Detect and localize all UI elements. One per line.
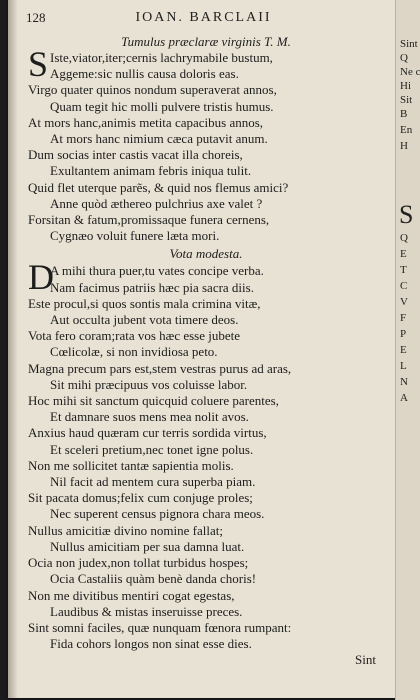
poem-line: Cygnæo voluit funere læta mori. [50,228,220,244]
poem-line: Sit pacata domus;felix cum conjuge proles; [28,490,253,506]
page-header [26,10,381,28]
facing-fragment: T [400,264,407,276]
poem-line: Virgo quater quinos nondum superaverat annos, [28,82,277,98]
poem-line: Hoc mihi sit sanctum quicquid coluere parentes, [28,393,279,409]
facing-fragment: Hi [400,80,411,92]
facing-fragment: E [400,344,407,356]
poem-line: Nil facit ad mentem cura superba piam. [50,474,256,490]
facing-fragment: L [400,360,407,372]
facing-page-edge [395,0,420,700]
facing-fragment: N [400,376,408,388]
poem-line: Forsitan & fatum,promissaque funera cernens, [28,212,270,228]
drop-cap: S [28,44,49,84]
poem-line: Fida cohors longos non sinat esse dies. [50,636,252,652]
facing-fragment: B [400,108,408,120]
drop-cap: D [28,257,54,298]
poem-line: Quid flet uterque parẽs, & quid nos flemus amici? [28,179,289,195]
page-text [28,34,384,652]
facing-fragment: F [400,312,407,324]
poem-line: Cœlicolæ, si non invidiosa peto. [50,344,218,360]
poem-line: Anxius haud quæram cur terris sordida virtus, [28,425,267,441]
poem-line: Laudibus & mistas inseruisse preces. [50,603,243,619]
poem-line: Non me divitibus mentiri cogat egestas, [28,587,235,603]
facing-fragment: Ne c [400,66,420,78]
poem-line: Et damnare suos mens mea nolit avos. [50,409,249,425]
poem-line: At mors hanc,animis metita capacibus annos, [28,114,264,130]
facing-fragment: Q [400,52,408,64]
poem-line: Sint somni faciles, quæ nunquam fœnora rumpant: [28,619,292,635]
facing-fragment: A [400,392,408,404]
poem-line: Aut occulta jubent vota timere deos. [50,312,239,328]
poem-line: Dum socias inter castis vacat illa choreis, [28,147,243,163]
facing-fragment: Q [400,232,408,244]
running-title: IOAN. BARCLAII [135,10,272,25]
page-number: 128 [26,10,46,25]
facing-fragment: P [400,328,407,340]
poem-line: Ocia Castaliis quàm benè danda choris! [50,571,257,587]
poem-title-tumulus: Tumulus præclaræ virginis T. M. [121,34,291,49]
poem-line: Aggeme:sic nullis causa doloris eas. [50,66,239,82]
catchword: Sint [355,652,376,667]
poem-line: Sit mihi præcipuus vos coluisse labor. [50,376,248,392]
facing-fragment: E [400,248,407,260]
poem-line: Exultantem animam febris iniqua tulit. [50,163,252,179]
poem-line: D A mihi thura puer,tu vates concipe verba. [28,257,264,298]
facing-fragment: V [400,296,408,308]
poem-line: Quam tegit hic molli pulvere tristis humus. [50,98,274,114]
facing-fragment: En [400,124,413,136]
facing-fragment: C [400,280,408,292]
facing-fragment: H [400,140,408,152]
poem-line: At mors hanc nimium cæca putavit anum. [50,131,268,147]
facing-fragment: Sit [400,94,413,106]
poem-line: Ocia non judex,non tollat turbidus hospes; [28,555,249,571]
poem-line: S Iste,viator,iter;cernis lachrymabile bustum, [28,44,273,84]
poem-line: Nam facimus patriis hæc pia sacra diis. [50,279,254,295]
poem-title-vota: Vota modesta. [169,246,243,262]
poem-line: Non me sollicitet tantæ sapientia molis. [28,457,234,473]
poem-line: Et sceleri pretium,nec tonet igne polus. [50,441,254,457]
poem-line: Este procul,si quos sontis mala crimina vitæ, [28,295,261,311]
poem-line: Anne quòd æthereo pulchrius axe valet ? [50,195,263,211]
poem-line: Magna precum pars est,stem vestras purus ad aras, [28,360,292,376]
poem-line: Nec superent census pignora chara meos. [50,506,265,522]
poem-line: Nullus amicitiæ divino nomine fallat; [28,522,223,538]
facing-fragment: S [399,200,414,229]
book-page [8,0,398,698]
poem-line: Vota fero coram;rata vos hæc esse jubete [28,328,241,344]
poem-line: Nullus amicitiam per sua damna luat. [50,538,245,554]
facing-fragment: Sint [400,38,418,50]
